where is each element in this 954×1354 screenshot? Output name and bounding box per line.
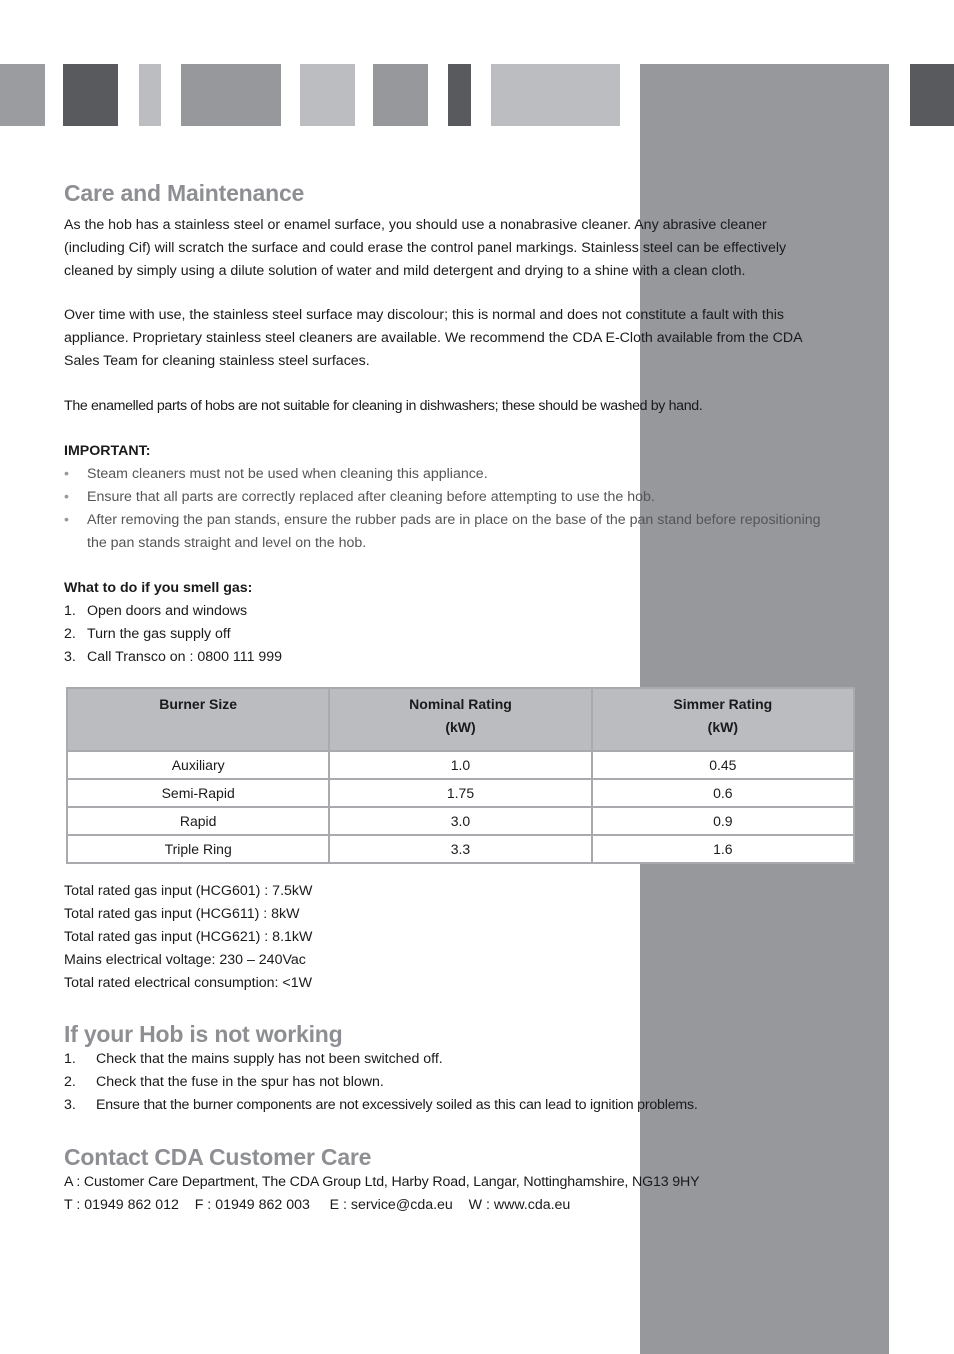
step-text: Check that the fuse in the spur has not blown. bbox=[96, 1074, 384, 1090]
cell-burner: Auxiliary bbox=[67, 751, 329, 779]
burner-table bbox=[66, 687, 855, 864]
step-number: 2. bbox=[64, 626, 76, 642]
gas-steps bbox=[64, 600, 282, 669]
contact-email: E : service@cda.eu bbox=[329, 1197, 453, 1213]
cell-burner: Semi-Rapid bbox=[67, 779, 329, 807]
contact-line bbox=[64, 1194, 829, 1217]
step-text: Check that the mains supply has not been switched off. bbox=[96, 1051, 443, 1067]
care-para-1: As the hob has a stainless steel or enamel surface, you should use a nonabrasive cleaner. Any abrasive cleaner (including Cif) will scratch the surface and could erase the control panel markings. Stainless steel can be effectively cleaned by simply using a dilute solution of water and mild detergent and drying to a shine with a clean cloth. bbox=[64, 217, 787, 279]
list-item: • After removing the pan stands, ensure the rubber pads are in place on the base of the pan stand before repositioning the pan stands straight and level on the hob. bbox=[64, 509, 824, 555]
spec-line: Mains electrical voltage: 230 – 240Vac bbox=[64, 952, 306, 968]
header-block-4 bbox=[181, 64, 281, 126]
cell-nominal: 1.0 bbox=[329, 751, 591, 779]
cell-nominal: 3.3 bbox=[329, 835, 591, 863]
table-row bbox=[67, 807, 854, 835]
step-number: 2. bbox=[64, 1074, 76, 1090]
spec-line: Total rated electrical consumption: <1W bbox=[64, 975, 313, 991]
cell-simmer: 0.45 bbox=[592, 751, 854, 779]
contact-address: A : Customer Care Department, The CDA Group Ltd, Harby Road, Langar, Nottinghamshire, NG13 9HY bbox=[64, 1174, 700, 1190]
table-row bbox=[67, 835, 854, 863]
care-para-2: Over time with use, the stainless steel surface may discolour; this is normal and does not constitute a fault with this appliance. Proprietary stainless steel cleaners are available. We recommend the CDA E-Cloth available from the CDA Sales Team for cleaning stainless steel surfaces. bbox=[64, 307, 802, 369]
list-item bbox=[64, 646, 282, 669]
list-item bbox=[64, 623, 282, 646]
cell-simmer: 1.6 bbox=[592, 835, 854, 863]
header-block-2 bbox=[63, 64, 118, 126]
spec-line: Total rated gas input (HCG621) : 8.1kW bbox=[64, 929, 313, 945]
cell-simmer: 0.6 bbox=[592, 779, 854, 807]
list-item: • Ensure that all parts are correctly replaced after cleaning before attempting to use the hob. bbox=[64, 486, 824, 509]
header-block-8 bbox=[491, 64, 620, 126]
header-block-1 bbox=[0, 64, 45, 126]
list-item: • Steam cleaners must not be used when cleaning this appliance. bbox=[64, 463, 824, 486]
step-text: Turn the gas supply off bbox=[87, 626, 231, 642]
important-list bbox=[64, 463, 824, 555]
specs-list bbox=[64, 880, 312, 995]
header-block-9 bbox=[910, 64, 954, 126]
contact-fax: F : 01949 862 003 bbox=[194, 1197, 310, 1213]
contact-phone: T : 01949 862 012 bbox=[64, 1197, 179, 1213]
header-block-5 bbox=[300, 64, 355, 126]
spec-line: Total rated gas input (HCG601) : 7.5kW bbox=[64, 883, 313, 899]
cell-burner: Rapid bbox=[67, 807, 329, 835]
step-number: 1. bbox=[64, 1051, 76, 1067]
spec-line: Total rated gas input (HCG611) : 8kW bbox=[64, 906, 300, 922]
contact-web: W : www.cda.eu bbox=[468, 1197, 571, 1213]
important-label: IMPORTANT: bbox=[64, 443, 151, 459]
step-number: 3. bbox=[64, 1097, 76, 1113]
cell-simmer: 0.9 bbox=[592, 807, 854, 835]
table-header-row bbox=[67, 688, 854, 751]
list-item bbox=[64, 1048, 698, 1071]
header-block-7 bbox=[448, 64, 471, 126]
cell-nominal: 3.0 bbox=[329, 807, 591, 835]
cell-burner: Triple Ring bbox=[67, 835, 329, 863]
list-item bbox=[64, 1071, 698, 1094]
not-working-title: If your Hob is not working bbox=[64, 1021, 343, 1047]
gas-label: What to do if you smell gas: bbox=[64, 580, 253, 596]
not-working-steps bbox=[64, 1048, 698, 1117]
cell-nominal: 1.75 bbox=[329, 779, 591, 807]
header-simmer-rating: Simmer Rating (kW) bbox=[592, 688, 854, 751]
table-row bbox=[67, 751, 854, 779]
header-burner-size: Burner Size bbox=[67, 688, 329, 751]
step-text: Open doors and windows bbox=[87, 603, 248, 619]
header-nominal-rating: Nominal Rating (kW) bbox=[329, 688, 591, 751]
care-title: Care and Maintenance bbox=[64, 180, 305, 206]
list-item bbox=[64, 1094, 698, 1117]
header-block-3 bbox=[139, 64, 161, 126]
step-number: 1. bbox=[64, 603, 76, 619]
step-text: Call Transco on : 0800 111 999 bbox=[87, 649, 283, 665]
table-row bbox=[67, 779, 854, 807]
step-number: 3. bbox=[64, 649, 76, 665]
contact-title: Contact CDA Customer Care bbox=[64, 1144, 372, 1170]
step-text: Ensure that the burner components are not excessively soiled as this can lead to ignition problems. bbox=[96, 1097, 698, 1113]
header-block-6 bbox=[373, 64, 428, 126]
list-item bbox=[64, 600, 282, 623]
care-para-3: The enamelled parts of hobs are not suitable for cleaning in dishwashers; these should be washed by hand. bbox=[64, 398, 703, 414]
